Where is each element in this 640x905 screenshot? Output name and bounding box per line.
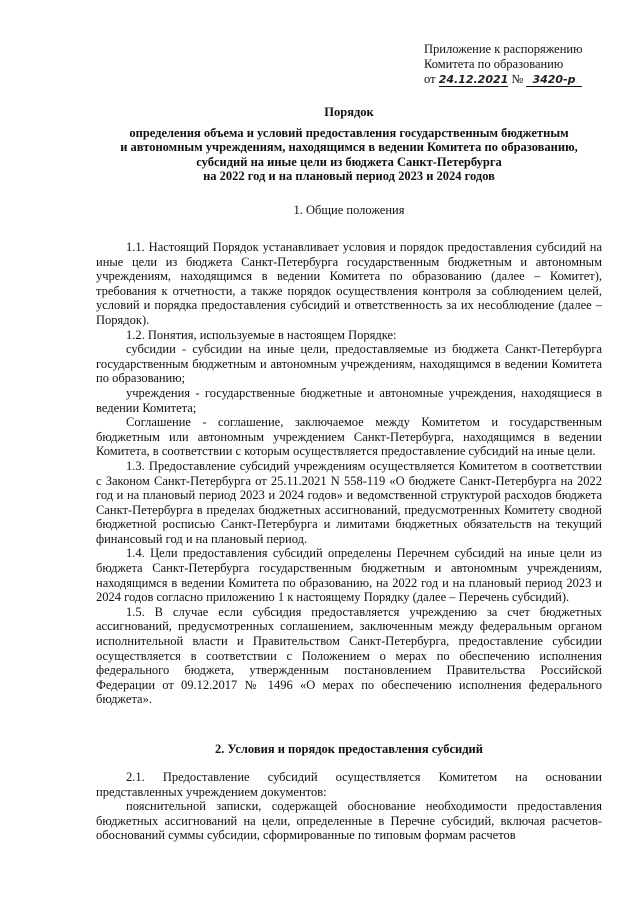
paragraph-1-1: 1.1. Настоящий Порядок устанавливает условия и порядок предоставления субсидий на иные цели из бюджета Санкт-Петербурга государственным бюджетным и автономным учреждениям, находящимся в ведении Комитета по образованию (далее – Комитет), требования к отчетности, а также порядок осуществления контроля за соблюдением целей, условий и порядка предоставления субсидий и ответственность за их несоблюдение (далее – Порядок). bbox=[96, 240, 602, 327]
number-label: № bbox=[511, 72, 524, 86]
handwritten-date: 24.12.2021 bbox=[438, 73, 509, 86]
section-2-body bbox=[96, 770, 602, 843]
appendix-block bbox=[424, 42, 614, 87]
title-line-2: определения объема и условий предоставления государственным бюджетным bbox=[129, 125, 569, 140]
appendix-line-2: Комитета по образованию bbox=[424, 57, 564, 71]
appendix-date-line bbox=[424, 72, 614, 87]
definition-agreement: Соглашение - соглашение, заключаемое между Комитетом и государственным бюджетным или автономным учреждением Санкт-Петербурга, находящимся в ведении Комитета, в соответствии с которым осуществляется предоставление субсидий на иные цели. bbox=[96, 415, 602, 459]
title-line-4: субсидий на иные цели из бюджета Санкт-Петербурга bbox=[196, 154, 502, 169]
section-1-body bbox=[96, 240, 602, 707]
paragraph-1-5: 1.5. В случае если субсидия предоставляется учреждению за счет бюджетных ассигнований, предусмотренных соглашением, заключенным между федеральным органом исполнительной власти и Правительством Санкт-Петербурга, предоставление субсидии осуществляется в соответствии с Положением о мерах по обеспечению исполнения федерального бюджета, утвержденным постановлением Правительства Российской Федерации от 09.12.2017 № 1496 «О мерах по обеспечению исполнения федерального бюджета». bbox=[96, 604, 602, 707]
title-line-1: Порядок bbox=[324, 105, 374, 119]
handwritten-number: 3420-р bbox=[526, 73, 581, 87]
definition-subsidies: субсидии - субсидии на иные цели, предоставляемые из бюджета Санкт-Петербурга государственным бюджетным и автономным учреждениям, находящимся в ведении Комитета по образованию; bbox=[96, 342, 602, 386]
section-2-heading: 2. Условия и порядок предоставления субсидий bbox=[215, 742, 483, 756]
title-line-3: и автономным учреждениям, находящимся в ведении Комитета по образованию, bbox=[120, 140, 578, 155]
paragraph-2-1: 2.1. Предоставление субсидий осуществляется Комитетом на основании представленных учреждением документов: bbox=[96, 770, 602, 799]
section-1-heading: 1. Общие положения bbox=[293, 203, 405, 217]
appendix-line-1: Приложение к распоряжению bbox=[424, 42, 583, 56]
paragraph-2-1-item: пояснительной записки, содержащей обоснование необходимости предоставления бюджетных ассигнований на цели, определенные в Перечне субсидий, включая расчетов-обоснований суммы субсидии, сформированные по типовым формам расчетов bbox=[96, 799, 602, 843]
paragraph-1-3: 1.3. Предоставление субсидий учреждениям осуществляется Комитетом в соответствии с Законом Санкт-Петербурга от 25.11.2021 N 558-119 «О бюджете Санкт-Петербурга на 2022 год и на плановый период 2023 и 2024 годов» и ведомственной структурой расходов бюджета Санкт-Петербурга в пределах бюджетных ассигнований, предусмотренных Комитету сводной бюджетной росписью Санкт-Петербурга и лимитами бюджетных обязательств на текущий финансовый год и на плановый период. bbox=[96, 458, 602, 546]
document-title bbox=[96, 105, 602, 184]
paragraph-1-4: 1.4. Цели предоставления субсидий определены Перечнем субсидий на иные цели из бюджета Санкт-Петербурга государственным бюджетным и автономным учреждениям, находящимся в ведении Комитета по образованию, на 2022 год и на плановый период 2023 и 2024 годов согласно приложению 1 к настоящему Порядку (далее – Перечень субсидий). bbox=[96, 546, 602, 605]
paragraph-1-2: 1.2. Понятия, используемые в настоящем Порядке: bbox=[126, 327, 397, 342]
date-prefix: от bbox=[424, 72, 436, 86]
definition-institutions: учреждения - государственные бюджетные и автономные учреждения, находящиеся в ведении Комитета; bbox=[96, 385, 602, 415]
title-line-5: на 2022 год и на плановый период 2023 и 2024 годов bbox=[203, 169, 495, 184]
